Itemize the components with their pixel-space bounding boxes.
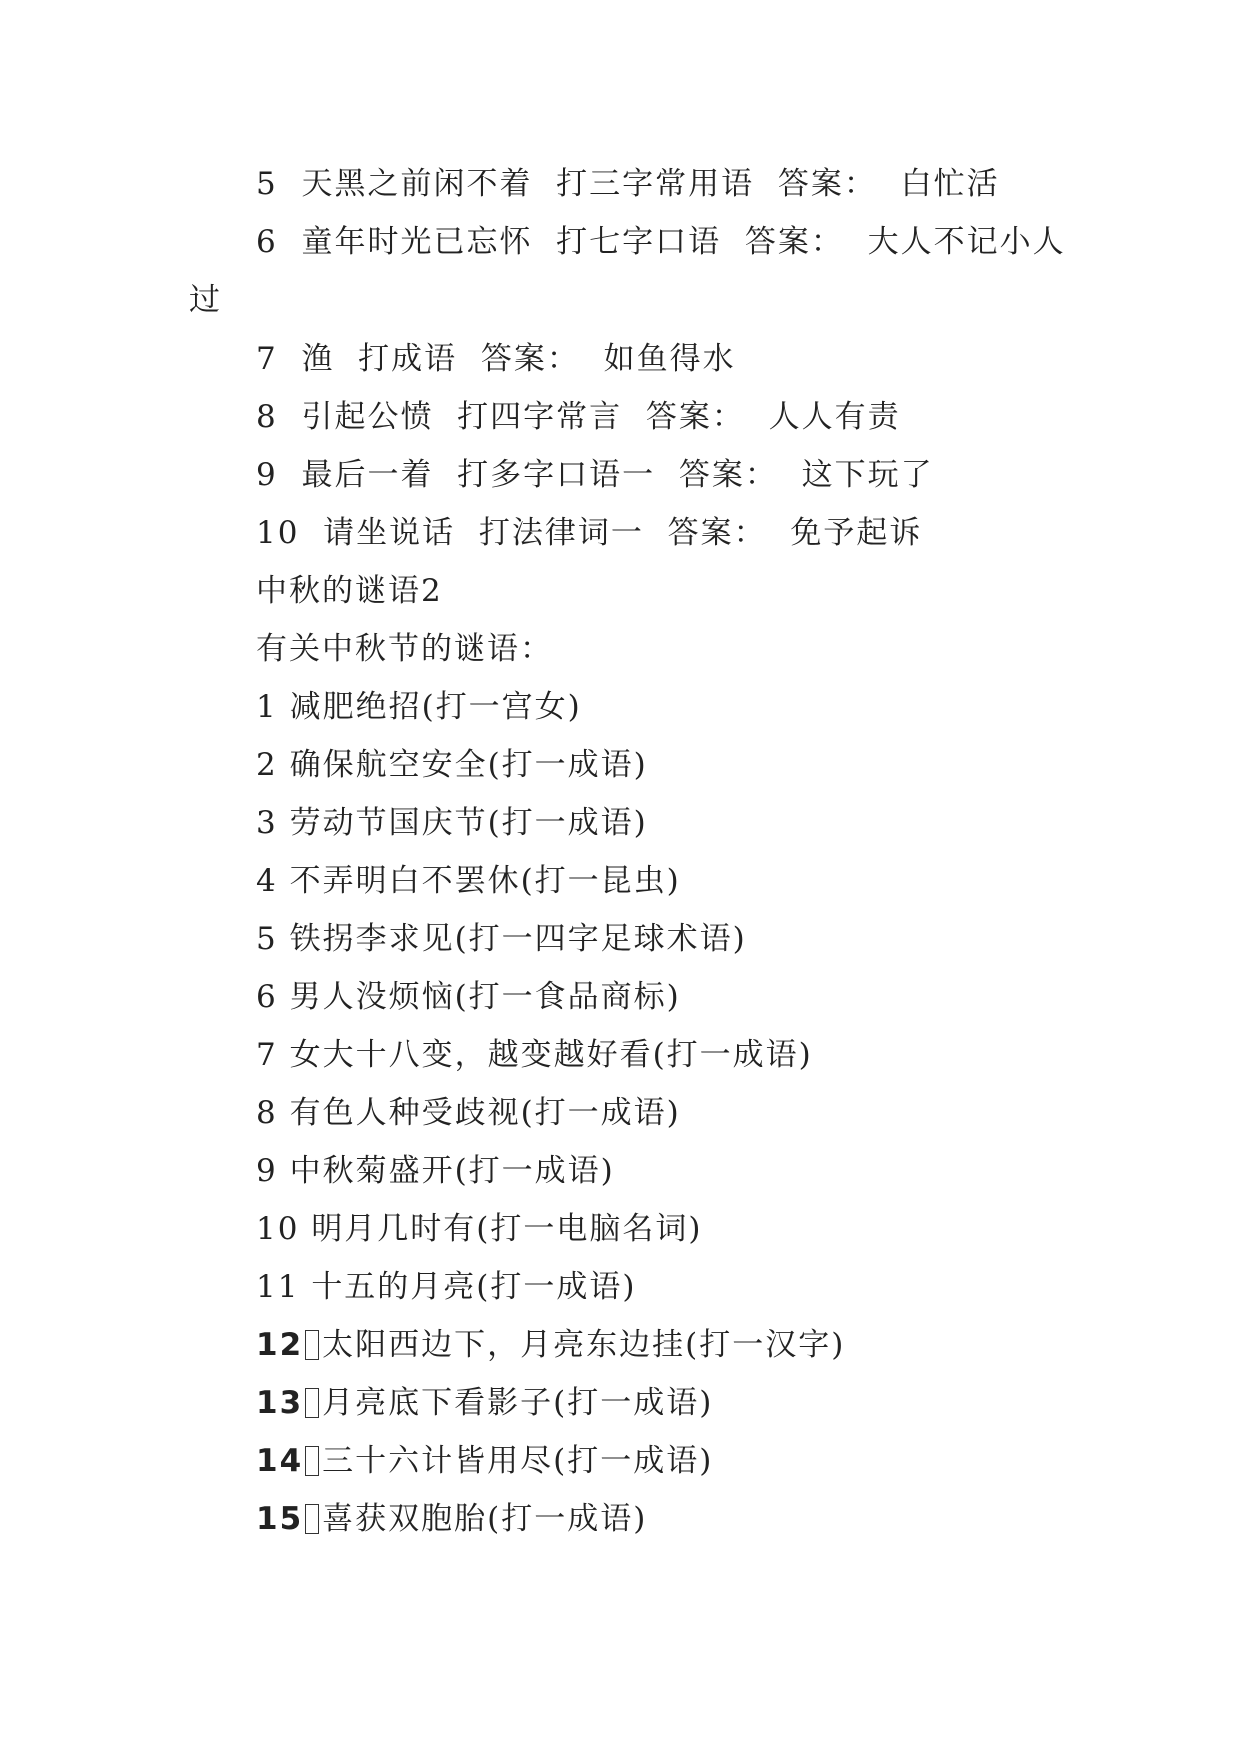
list-item	[256, 1325, 845, 1365]
item-text: 十五的月亮(打一成语)	[311, 1269, 637, 1305]
riddle-hint: 打四字常言	[457, 399, 623, 435]
riddle-number: 9	[256, 457, 278, 493]
item-number: 1	[256, 689, 278, 725]
missing-glyph-box	[305, 1330, 319, 1360]
list-item	[256, 977, 681, 1017]
list-item	[256, 861, 681, 901]
riddle-question: 渔	[301, 341, 335, 377]
riddle-number: 8	[256, 399, 278, 435]
riddle-line-9	[256, 455, 934, 495]
list-item	[256, 1209, 703, 1249]
item-text: 明月几时有(打一电脑名词)	[311, 1211, 703, 1247]
list-item	[256, 1383, 713, 1423]
item-text: 三十六计皆用尽(打一成语)	[322, 1443, 714, 1479]
riddle-answer: 免予起诉	[790, 515, 923, 551]
riddle-answer: 大人不记小人	[867, 224, 1066, 260]
riddle-answer: 如鱼得水	[603, 341, 736, 377]
item-text: 不弄明白不罢休(打一昆虫)	[289, 863, 681, 899]
riddle-line-5	[256, 164, 1000, 204]
list-item	[256, 1499, 647, 1539]
riddle-question: 童年时光已忘怀	[301, 224, 533, 260]
item-text: 太阳西边下，月亮东边挂(打一汉字)	[322, 1327, 846, 1363]
item-text: 有色人种受歧视(打一成语)	[289, 1095, 681, 1131]
riddle-hint: 打七字口语	[556, 224, 722, 260]
item-text: 喜获双胞胎(打一成语)	[322, 1501, 648, 1537]
answer-label: 答案：	[678, 457, 778, 493]
item-text: 铁拐李求见(打一四字足球术语)	[289, 921, 747, 957]
riddle-question: 引起公愤	[301, 399, 434, 435]
item-number: 6	[256, 979, 278, 1015]
riddle-line-10	[256, 513, 922, 553]
riddle-number: 10	[256, 515, 300, 551]
missing-glyph-box	[305, 1446, 319, 1476]
riddle-answer: 白忙活	[900, 166, 1000, 202]
riddle-hint: 打成语	[358, 341, 458, 377]
riddle-answer-wrap: 过	[189, 282, 222, 318]
answer-label: 答案：	[645, 399, 745, 435]
riddle-hint: 打多字口语一	[457, 457, 656, 493]
answer-label: 答案：	[777, 166, 877, 202]
item-number: 10	[256, 1211, 300, 1247]
missing-glyph-box	[305, 1504, 319, 1534]
riddle-hint: 打法律词一	[478, 515, 644, 551]
riddle-number: 7	[256, 341, 278, 377]
item-number: 7	[256, 1037, 278, 1073]
item-number: 3	[256, 805, 278, 841]
list-item	[256, 1035, 813, 1075]
answer-label: 答案：	[667, 515, 767, 551]
item-number: 8	[256, 1095, 278, 1131]
riddle-line-6	[256, 222, 1066, 262]
item-number: 14	[256, 1443, 304, 1479]
answer-label: 答案：	[480, 341, 580, 377]
riddle-line-6-wrap	[189, 280, 222, 320]
item-text: 确保航空安全(打一成语)	[289, 747, 648, 783]
section-title: 中秋的谜语2	[256, 573, 443, 609]
riddle-question: 最后一着	[301, 457, 434, 493]
item-text: 中秋菊盛开(打一成语)	[289, 1153, 615, 1189]
list-item	[256, 745, 648, 785]
riddle-answer: 人人有责	[768, 399, 901, 435]
list-item	[256, 803, 648, 843]
item-number: 11	[256, 1269, 300, 1305]
item-text: 月亮底下看影子(打一成语)	[322, 1385, 714, 1421]
list-item	[256, 1151, 615, 1191]
list-item	[256, 1093, 681, 1133]
item-text: 女大十八变，越变越好看(打一成语)	[289, 1037, 813, 1073]
riddle-line-8	[256, 397, 901, 437]
item-number: 12	[256, 1327, 304, 1363]
item-text: 减肥绝招(打一宫女)	[289, 689, 582, 725]
item-number: 13	[256, 1385, 304, 1421]
item-number: 4	[256, 863, 278, 899]
riddle-line-7	[256, 339, 736, 379]
riddle-question: 请坐说话	[323, 515, 456, 551]
list-item	[256, 1441, 713, 1481]
list-item	[256, 687, 582, 727]
list-item	[256, 1267, 637, 1307]
item-text: 劳动节国庆节(打一成语)	[289, 805, 648, 841]
answer-label: 答案：	[744, 224, 844, 260]
item-number: 15	[256, 1501, 304, 1537]
item-number: 5	[256, 921, 278, 957]
section-intro: 有关中秋节的谜语：	[256, 631, 553, 667]
list-item	[256, 919, 747, 959]
missing-glyph-box	[305, 1388, 319, 1418]
item-number: 9	[256, 1153, 278, 1189]
riddle-number: 5	[256, 166, 278, 202]
riddle-hint: 打三字常用语	[556, 166, 755, 202]
riddle-number: 6	[256, 224, 278, 260]
item-text: 男人没烦恼(打一食品商标)	[289, 979, 681, 1015]
item-number: 2	[256, 747, 278, 783]
riddle-question: 天黑之前闲不着	[301, 166, 533, 202]
riddle-answer: 这下玩了	[801, 457, 934, 493]
